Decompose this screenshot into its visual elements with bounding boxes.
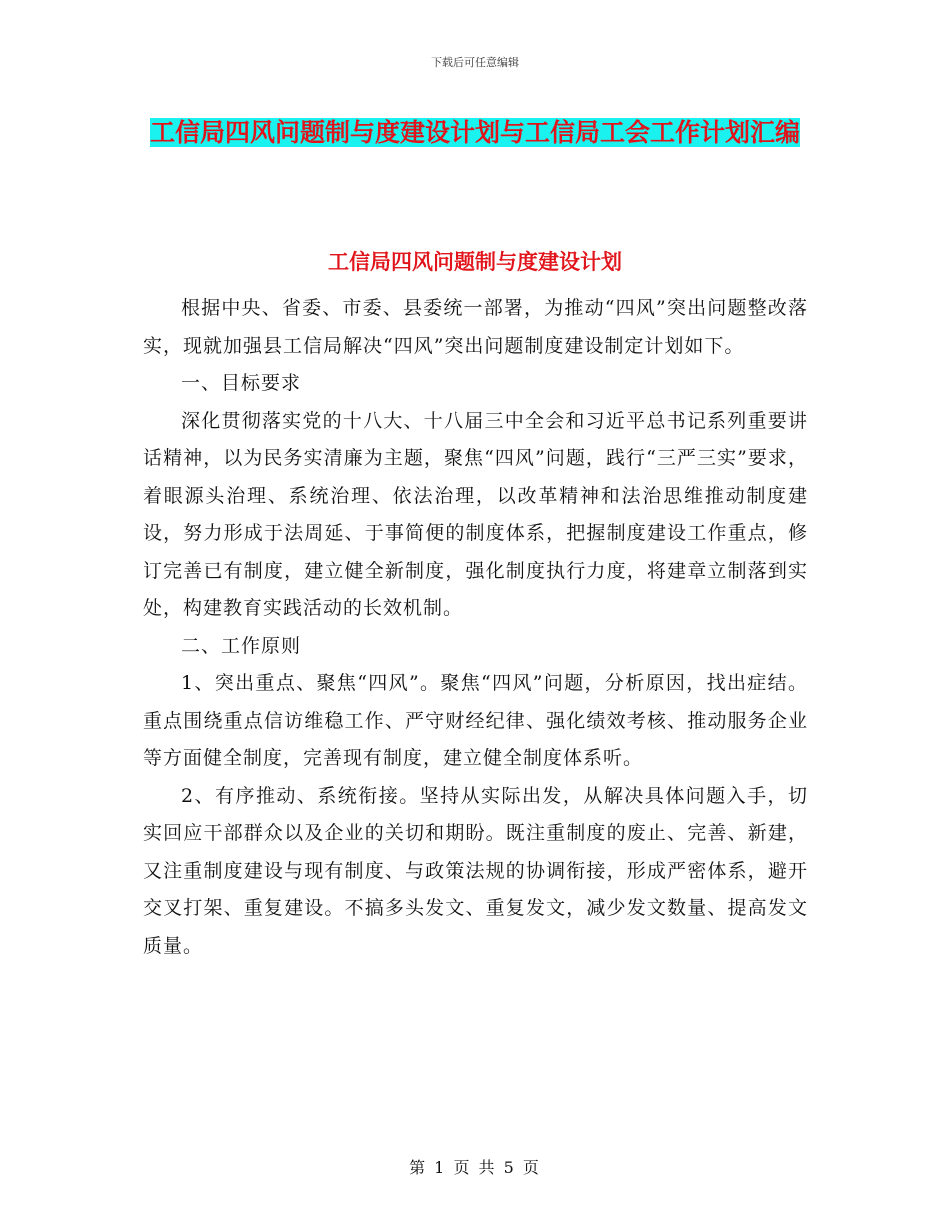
paragraph-principle-2: 2、有序推动、系统衔接。坚持从实际出发，从解决具体问题入手，切实回应干部群众以及企业的关切和期盼。既注重制度的废止、完善、新建，又注重制度建设与现有制度、与政策法规的协调衔接，形成严密体系，避开交叉打架、重复建设。不搞多头发文、重复发文，减少发文数量、提高发文质量。 <box>143 784 808 957</box>
document-title <box>140 108 810 158</box>
header-note: 下载后可任意编辑 <box>431 56 519 69</box>
heading-principles: 二、工作原则 <box>181 634 302 657</box>
heading-goals: 一、目标要求 <box>181 372 302 394</box>
document-body <box>143 290 808 965</box>
page-number: 第 1 页 共 5 页 <box>409 1158 541 1177</box>
section-title: 工信局四风问题制与度建设计划 <box>328 250 622 274</box>
paragraph-principle-1: 1、突出重点、聚焦“四风”。聚焦“四风”问题，分析原因，找出症结。重点围绕重点信访维稳工作、严守财经纪律、强化绩效考核、推动服务企业等方面健全制度，完善现有制度，建立健全制度体系听。 <box>143 672 808 769</box>
paragraph-intro: 根据中央、省委、市委、县委统一部署，为推动“四风”突出问题整改落实，现就加强县工信局解决“四风”突出问题制度建设制定计划如下。 <box>143 297 808 357</box>
paragraph-goals: 深化贯彻落实党的十八大、十八届三中全会和习近平总书记系列重要讲话精神，以为民务实清廉为主题，聚焦“四风”问题，践行“三严三实”要求，着眼源头治理、系统治理、依法治理，以改革精神和法治思维推动制度建设，努力形成于法周延、于事简便的制度体系，把握制度建设工作重点，修订完善已有制度，建立健全新制度，强化制度执行力度，将建章立制落到实处，构建教育实践活动的长效机制。 <box>143 409 808 619</box>
document-title-text: 工信局四风问题制与度建设计划与工信局工会工作计划汇编 <box>149 118 800 147</box>
